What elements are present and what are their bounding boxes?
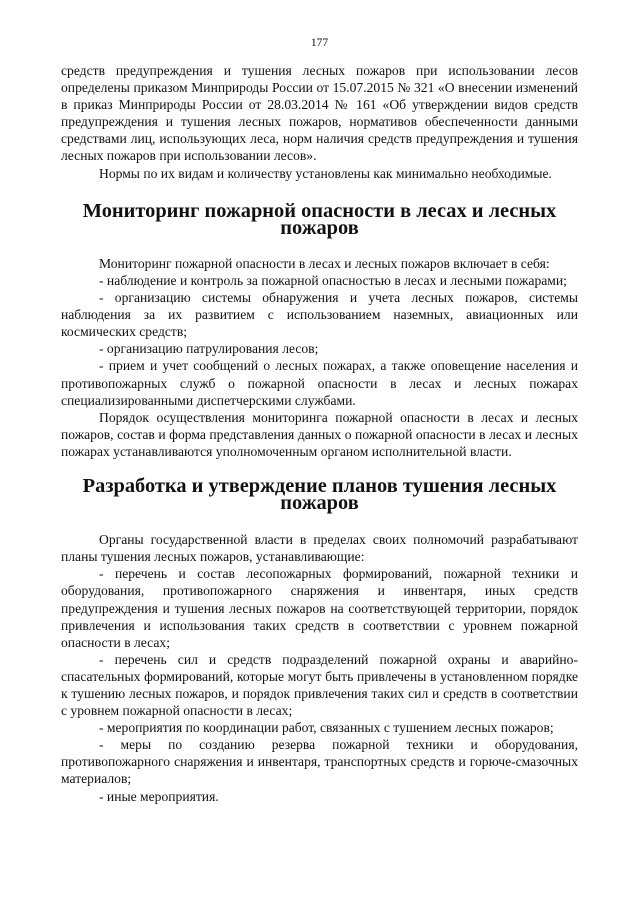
document-page bbox=[61, 36, 578, 805]
list-item: - наблюдение и контроль за пожарной опасностью в лесах и лесными пожарами; bbox=[99, 272, 567, 288]
norms-paragraph: Нормы по их видам и количеству установлены как минимально необходимые. bbox=[99, 165, 552, 181]
monitoring-intro: Мониторинг пожарной опасности в лесах и лесных пожаров включает в себя: bbox=[99, 255, 550, 271]
page-number: 177 bbox=[310, 37, 329, 49]
list-item: - меры по созданию резерва пожарной техники и оборудования, противопожарного снаряжения и инвентаря, транспортных средств и горюче-смазочных материалов; bbox=[61, 737, 578, 787]
list-item: - организацию системы обнаружения и учета лесных пожаров, системы наблюдения за их развитием с использованием наземных, авиационных или космических средств; bbox=[61, 290, 578, 340]
monitoring-closing: Порядок осуществления мониторинга пожарной опасности в лесах и лесных пожаров, состав и форма представления данных о пожарной опасности в лесах и лесных пожарах устанавливаются уполномоченным органом исполнительной власти. bbox=[61, 409, 578, 459]
list-item: - перечень и состав лесопожарных формирований, пожарной техники и оборудования, противопожарного снаряжения и инвентаря, иных средств предупреждения и тушения лесных пожаров на соответствующей территории, порядок привлечения и использования таких средств в соответствии с уровнем пожарной опасности в лесах; bbox=[61, 566, 578, 650]
plans-intro: Органы государственной власти в пределах своих полномочий разрабатывают планы тушения лесных пожаров, устанавливающие: bbox=[61, 532, 578, 565]
list-item: - организацию патрулирования лесов; bbox=[99, 341, 319, 357]
section-heading-plans: Разработка и утверждение планов тушения лесных пожаров bbox=[82, 474, 557, 515]
list-item: - мероприятия по координации работ, связанных с тушением лесных пожаров; bbox=[99, 720, 554, 736]
list-item: - перечень сил и средств подразделений пожарной охраны и аварийно-спасательных формирований, которые могут быть привлечены в установленном порядке к тушению лесных пожаров, и порядок привлечения таких сил и средств в соответствии с уровнем пожарной опасности в лесах; bbox=[61, 651, 578, 719]
section-heading-monitoring: Мониторинг пожарной опасности в лесах и лесных пожаров bbox=[82, 199, 557, 239]
list-item: - прием и учет сообщений о лесных пожарах, а также оповещение населения и противопожарных служб о пожарной опасности в лесах и лесных пожарах специализированными диспетчерскими службами. bbox=[61, 358, 578, 408]
continued-paragraph: средств предупреждения и тушения лесных пожаров при использовании лесов определены приказом Минприроды России от 15.07.2015 № 321 «О внесении изменений в приказ Минприроды России от 28.03.2014 № 161 «Об утверждении видов средств предупреждения и тушения лесных пожаров, нормативов обеспеченности данными средствами лиц, использующих леса, норм наличия средств предупреждения и тушения лесных пожаров при использовании лесов». bbox=[61, 63, 578, 164]
list-item: - иные мероприятия. bbox=[99, 788, 219, 804]
